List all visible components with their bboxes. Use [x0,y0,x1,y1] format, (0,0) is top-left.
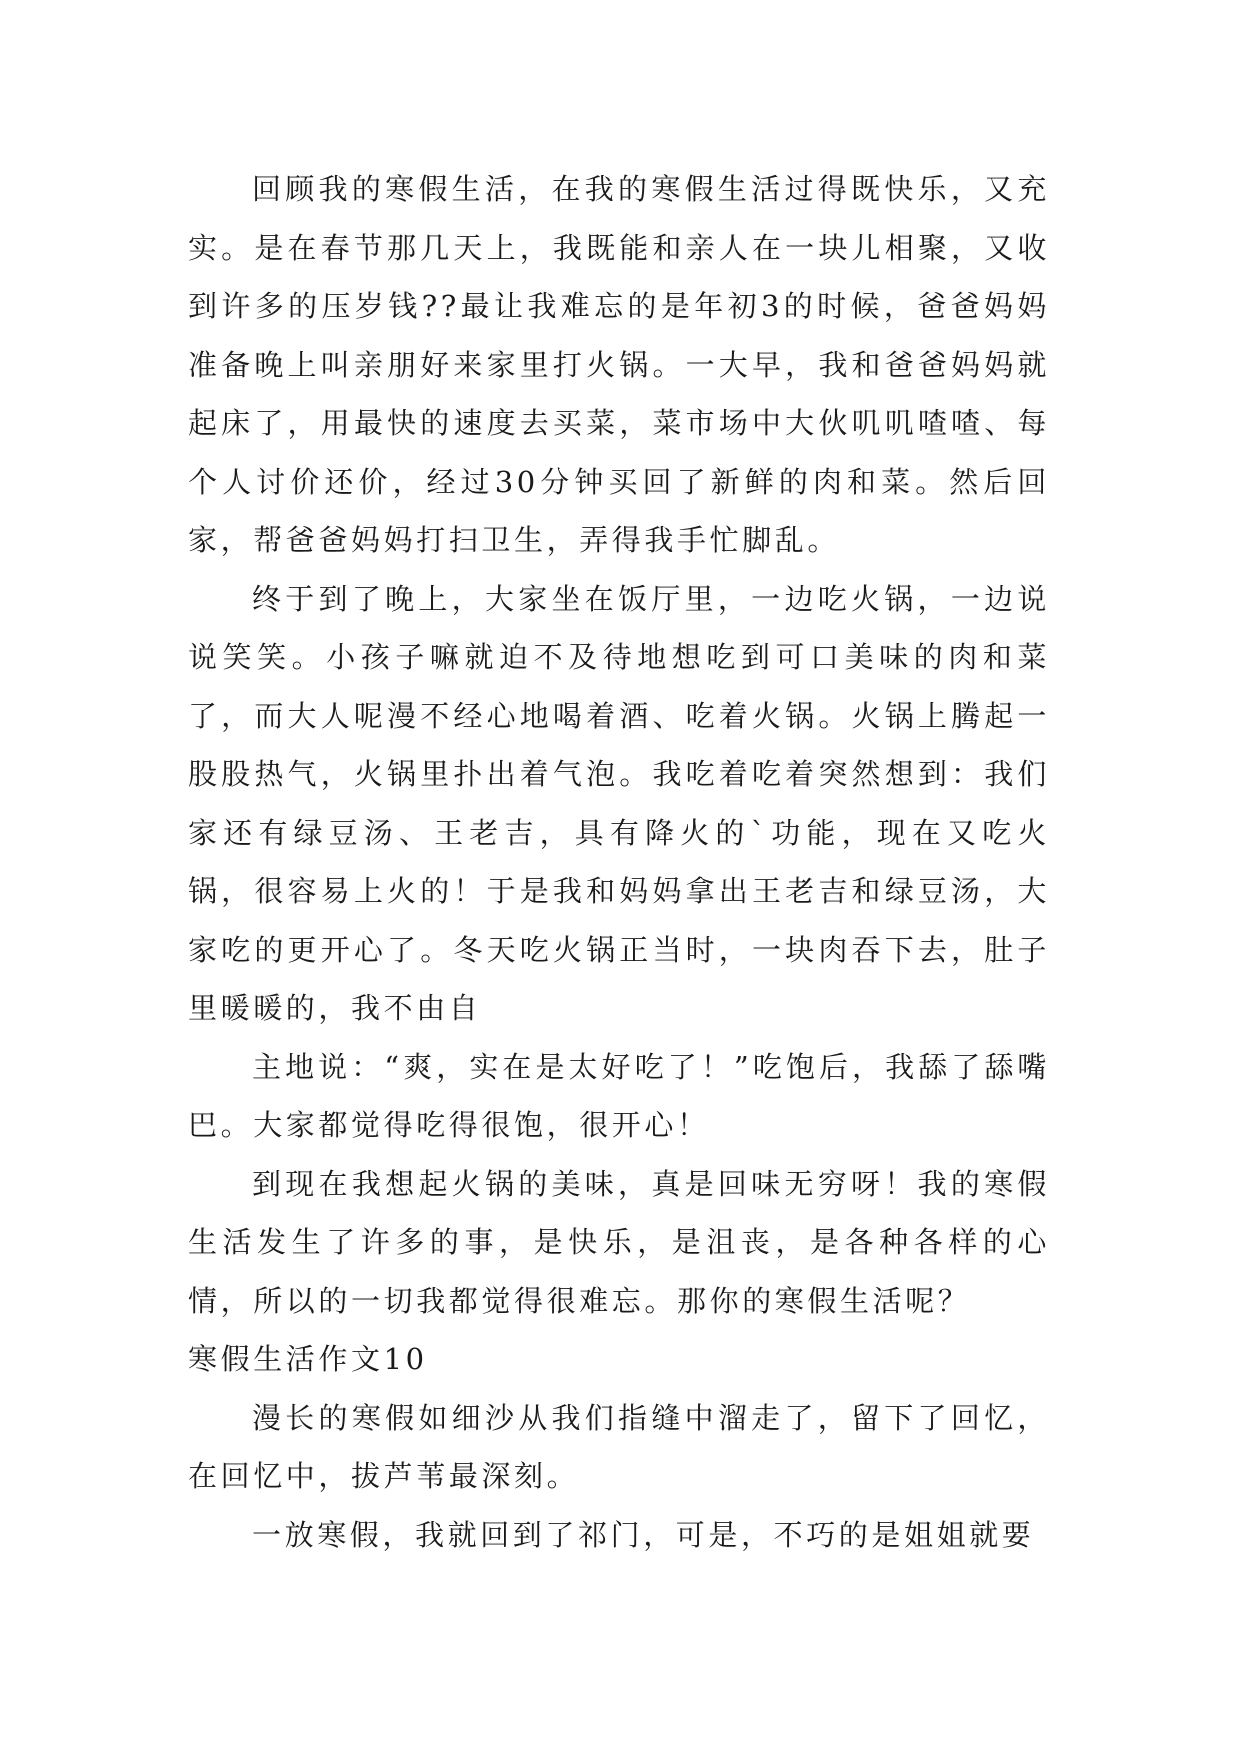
paragraph-1: 回顾我的寒假生活，在我的寒假生活过得既快乐，又充实。是在春节那几天上，我既能和亲人在一块儿相聚，又收到许多的压岁钱??最让我难忘的是年初3的时候，爸爸妈妈准备晚上叫亲朋好来家里打火锅。一大早，我和爸爸妈妈就起床了，用最快的速度去买菜，菜市场中大伙叽叽喳喳、每个人讨价还价，经过30分钟买回了新鲜的肉和菜。然后回家，帮爸爸妈妈打扫卫生，弄得我手忙脚乱。 [188,172,1050,557]
section-heading: 寒假生活作文10 [188,1342,428,1376]
paragraph-6: 一放寒假，我就回到了祁门，可是，不巧的是姐姐就要 [252,1517,1035,1552]
paragraph-2: 终于到了晚上，大家坐在饭厅里，一边吃火锅，一边说说笑笑。小孩子嘛就迫不及待地想吃到可口美味的肉和菜了，而大人呢漫不经心地喝着酒、吃着火锅。火锅上腾起一股股热气，火锅里扑出着气泡。我吃着吃着突然想到：我们家还有绿豆汤、王老吉，具有降火的`功能，现在又吃火锅，很容易上火的！于是我和妈妈拿出王老吉和绿豆汤，大家吃的更开心了。冬天吃火锅正当时，一块肉吞下去，肚子里暖暖的，我不由自 [188,581,1050,1025]
paragraph-4: 到现在我想起火锅的美味，真是回味无穷呀！我的寒假生活发生了许多的事，是快乐，是沮丧，是各种各样的心情，所以的一切我都觉得很难忘。那你的寒假生活呢？ [188,1166,1050,1318]
paragraph-3: 主地说：“爽，实在是太好吃了！”吃饱后，我舔了舔嘴巴。大家都觉得吃得很饱，很开心！ [188,1049,1050,1142]
paragraph-5: 漫长的寒假如细沙从我们指缝中溜走了，留下了回忆，在回忆中，拔芦苇最深刻。 [188,1400,1050,1493]
document-body [188,160,1050,1564]
